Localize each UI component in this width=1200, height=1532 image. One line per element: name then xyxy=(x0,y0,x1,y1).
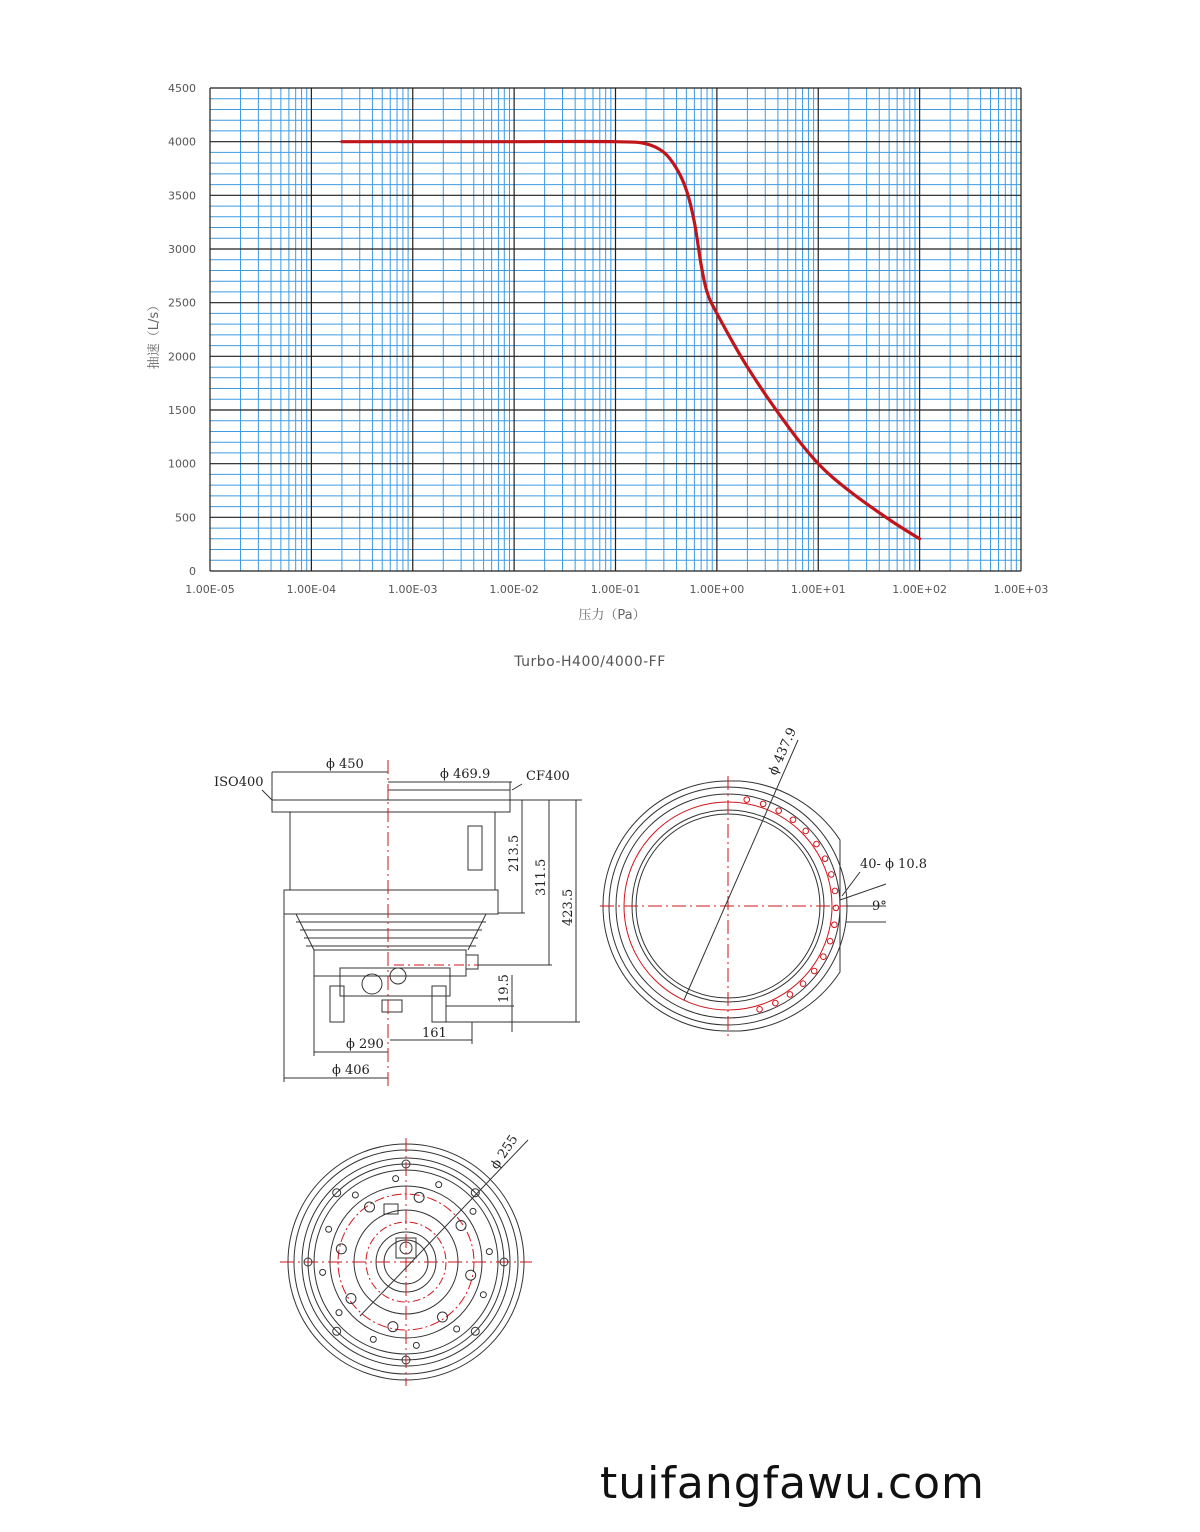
bolt-hole xyxy=(822,856,828,862)
dim-213-5: 213.5 xyxy=(507,834,522,872)
x-tick-label: 1.00E+01 xyxy=(790,583,846,596)
bolt-hole xyxy=(744,797,750,803)
watermark: tuifangfawu.com xyxy=(600,1458,985,1509)
bottom-bolt xyxy=(486,1249,492,1255)
bolt-hole xyxy=(760,801,766,807)
bolt-hole xyxy=(757,1006,763,1012)
bottom-bolt xyxy=(470,1208,476,1214)
bolt-hole xyxy=(787,992,793,998)
x-tick-label: 1.00E-05 xyxy=(185,583,235,596)
dim-phi-437-9: ϕ 437.9 xyxy=(765,725,801,778)
bottom-bolt xyxy=(413,1342,419,1348)
bolt-hole xyxy=(811,968,817,974)
bottom-bolt xyxy=(466,1270,476,1280)
bottom-view-drawing xyxy=(280,1138,532,1386)
dim-phi-290: ϕ 290 xyxy=(346,1037,384,1052)
y-tick-label: 2000 xyxy=(168,350,196,364)
x-tick-label: 1.00E+03 xyxy=(993,583,1049,596)
dim-9-degrees: 9° xyxy=(872,899,887,914)
bottom-bolt xyxy=(393,1176,399,1182)
bottom-bolt xyxy=(336,1244,346,1254)
bolt-hole xyxy=(832,922,838,928)
y-tick-label: 500 xyxy=(175,511,196,525)
y-tick-label: 4500 xyxy=(168,82,196,95)
bottom-bolt xyxy=(480,1292,486,1298)
x-tick-label: 1.00E+02 xyxy=(892,583,947,596)
dim-40-phi-10-8: 40- ϕ 10.8 xyxy=(860,857,928,872)
x-axis-label: 压力（Pa） xyxy=(578,608,646,623)
bolt-hole xyxy=(776,808,782,814)
dim-311-5: 311.5 xyxy=(534,858,549,896)
bottom-bolt xyxy=(388,1322,398,1332)
y-axis-label: 抽速（L/s） xyxy=(147,298,162,370)
y-tick-label: 1500 xyxy=(168,404,196,417)
cf400-label: CF400 xyxy=(526,769,570,784)
dim-phi-450: ϕ 450 xyxy=(326,757,364,772)
dim-161: 161 xyxy=(422,1026,447,1041)
bottom-bolt xyxy=(352,1192,358,1198)
dim-423-5: 423.5 xyxy=(561,888,576,926)
bolt-hole xyxy=(803,828,809,834)
bottom-bolt xyxy=(414,1192,424,1202)
x-tick-label: 1.00E-03 xyxy=(388,583,438,596)
top-view-bolt-holes xyxy=(744,797,839,1012)
y-tick-label: 2500 xyxy=(168,296,196,310)
y-tick-label: 3500 xyxy=(168,189,196,203)
bolt-hole xyxy=(821,954,827,960)
bottom-bolt xyxy=(370,1336,376,1342)
y-tick-label: 3000 xyxy=(168,243,196,256)
y-tick-label: 0 xyxy=(189,565,196,578)
bolt-hole xyxy=(773,1000,779,1006)
bottom-bolt xyxy=(436,1182,442,1188)
bolt-hole xyxy=(832,888,838,894)
dim-phi-255: ϕ 255 xyxy=(487,1132,522,1173)
bolt-hole xyxy=(800,981,806,987)
x-tick-label: 1.00E-02 xyxy=(489,583,539,596)
y-tick-label: 4000 xyxy=(168,135,196,149)
y-tick-label: 1000 xyxy=(168,457,196,471)
dim-19-5: 19.5 xyxy=(497,974,512,1003)
top-view-drawing xyxy=(600,740,886,1036)
bottom-bolt xyxy=(336,1310,342,1316)
bottom-bolt xyxy=(326,1226,332,1232)
iso400-label: ISO400 xyxy=(214,775,264,790)
bolt-hole xyxy=(828,872,834,878)
bolt-hole xyxy=(814,841,820,847)
x-tick-label: 1.00E-01 xyxy=(590,583,641,596)
dim-phi-406: ϕ 406 xyxy=(332,1063,370,1078)
bolt-hole xyxy=(790,817,796,823)
dim-phi-469-9: ϕ 469.9 xyxy=(440,767,491,782)
x-tick-label: 1.00E-04 xyxy=(286,583,337,596)
bottom-bolt xyxy=(454,1326,460,1332)
bolt-hole xyxy=(827,938,833,944)
model-title: Turbo-H400/4000-FF xyxy=(514,654,666,670)
bottom-bolt xyxy=(320,1269,326,1275)
x-tick-label: 1.00E+00 xyxy=(689,583,745,596)
